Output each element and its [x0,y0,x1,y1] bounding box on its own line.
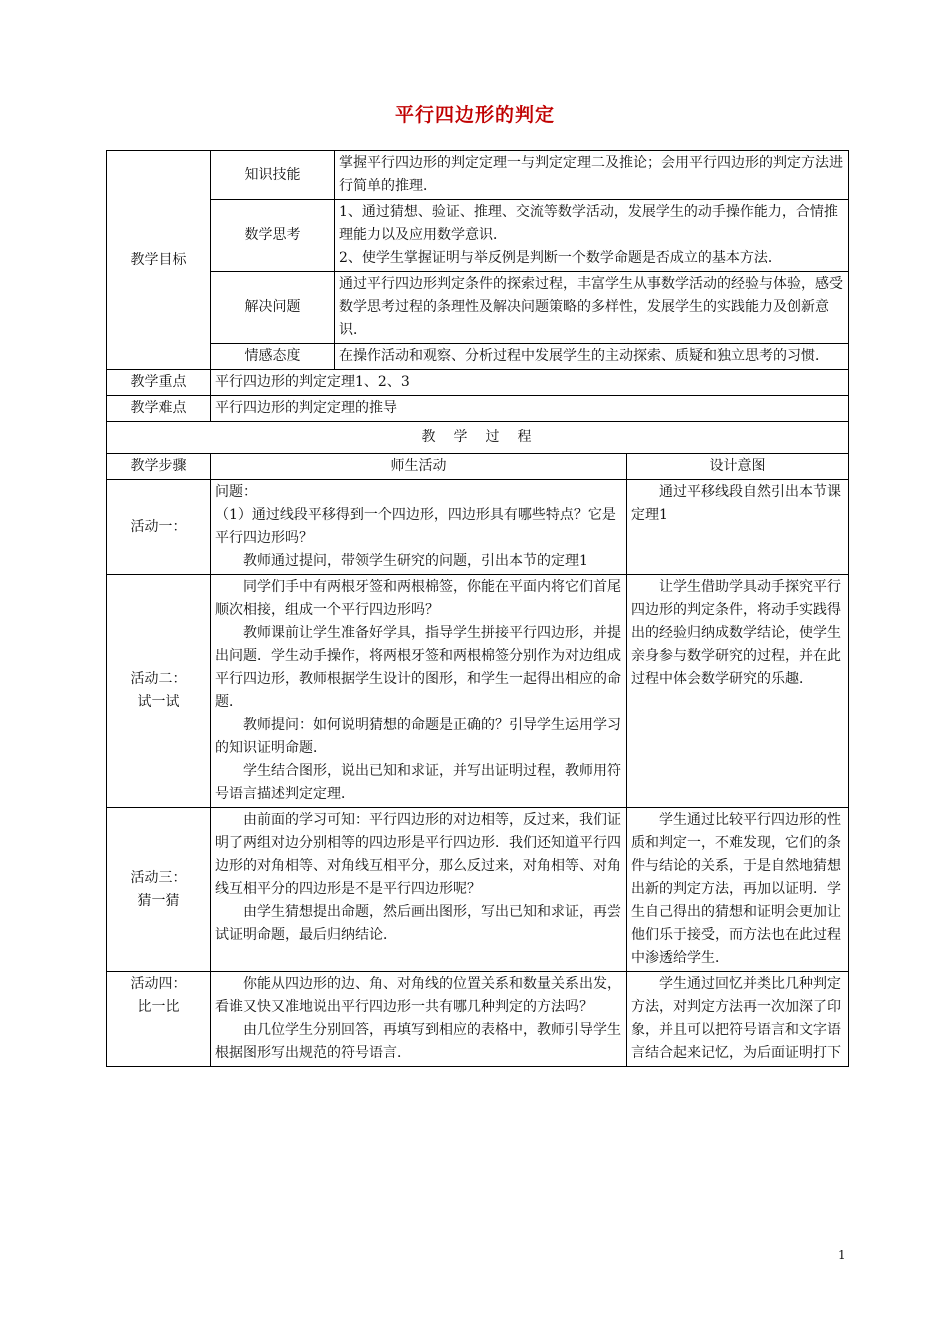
goal-text: 通过平行四边形判定条件的探索过程，丰富学生从事数学活动的经验与体验，感受数学思考过程的条理性及解决问题策略的多样性，发展学生的实践能力及创新意识． [339,276,843,338]
intent-text: 通过平移线段自然引出本节课定理1 [631,484,841,523]
goal-row [107,151,849,200]
page-number: 1 [838,1248,846,1262]
activity-row [107,480,849,575]
activity-content [211,480,627,575]
activity-content [211,575,627,808]
goal-content [335,151,849,200]
intent-text: 学生通过回忆并类比几种判定方法，对判定方法再一次加深了印象，并且可以把符号语言和文字语言结合起来记忆，为后面证明打下 [631,976,841,1061]
activity-text: 由学生猜想提出命题，然后画出图形，写出已知和求证，再尝试证明命题，最后归纳结论． [215,904,621,943]
activity-intent [627,808,849,972]
intent-text: 让学生借助学具动手探究平行四边形的判定条件，将动手实践得出的经验归纳成数学结论，使学生亲身参与数学研究的过程，并在此过程中体会数学研究的乐趣． [631,579,841,687]
goal-name: 知识技能 [211,151,335,200]
goal-name: 解决问题 [211,272,335,344]
step-text: 活动四： [130,976,187,992]
intent-text: 学生通过比较平行四边形的性质和判定一，不难发现，它们的条件与结论的关系，于是自然地猜想出新的判定方法，再加以证明．学生自己得出的猜想和证明会更加让他们乐于接受，而方法也在此过程中渗透给学生． [631,812,841,966]
header-step: 教学步骤 [107,454,211,480]
goal-text: 掌握平行四边形的判定定理一与判定定理二及推论；会用平行四边形的判定方法进行简单的推理． [339,155,843,194]
goals-label: 教学目标 [107,151,211,370]
activity-intent [627,972,849,1067]
activity-row [107,972,849,1067]
goal-content [335,272,849,344]
activity-text: 由几位学生分别回答，再填写到相应的表格中，教师引导学生根据图形写出规范的符号语言． [215,1022,621,1061]
activity-text: 教师课前让学生准备好学具，指导学生拼接平行四边形，并提出问题．学生动手操作，将两根牙签和两根棉签分别作为对边组成平行四边形，教师根据学生设计的图形，和学生一起得出相应的命题． [215,625,621,710]
goal-content [335,200,849,272]
goal-content [335,344,849,370]
activity-text: 教师提问：如何说明猜想的命题是正确的？引导学生运用学习的知识证明命题． [215,717,621,756]
goal-text: 1、通过猜想、验证、推理、交流等数学活动，发展学生的动手操作能力，合情推理能力以及应用数学意识． [339,204,838,243]
difficulty-row [107,396,849,422]
activity-text: 同学们手中有两根牙签和两根棉签，你能在平面内将它们首尾顺次相接，组成一个平行四边形吗？ [215,579,621,618]
lesson-plan-table [106,150,849,1067]
step-text: 比一比 [137,999,180,1015]
activity-content [211,972,627,1067]
difficulty-content: 平行四边形的判定定理的推导 [211,396,849,422]
document-title: 平行四边形的判定 [394,104,555,126]
activity-text: 问题： [215,484,257,500]
activity-text: 你能从四边形的边、角、对角线的位置关系和数量关系出发，看谁又快又准地说出平行四边形一共有哪几种判定的方法吗？ [215,976,621,1015]
activity-intent [627,575,849,808]
step-text: 活动二： [130,671,187,687]
activity-row [107,808,849,972]
goal-text: 2、使学生掌握证明与举反例是判断一个数学命题是否成立的基本方法． [339,250,782,266]
key-point-row [107,370,849,396]
activity-text: 学生结合图形，说出已知和求证，并写出证明过程，教师用符号语言描述判定定理． [215,763,621,802]
activity-step [107,972,211,1067]
header-activity: 师生活动 [211,454,627,480]
activity-step [107,575,211,808]
activity-text: 由前面的学习可知：平行四边形的对边相等，反过来，我们证明了两组对边分别相等的四边形是平行四边形．我们还知道平行四边形的对角相等、对角线互相平分，那么反过来，对角相等、对角线互相平分的四边形是不是平行四边形呢？ [215,812,621,897]
goal-text: 在操作活动和观察、分析过程中发展学生的主动探索、质疑和独立思考的习惯． [339,348,829,364]
goal-row [107,200,849,272]
difficulty-label: 教学难点 [107,396,211,422]
activity-content [211,808,627,972]
activity-text: 教师通过提问，带领学生研究的问题，引出本节的定理1 [243,553,588,569]
goal-name: 数学思考 [211,200,335,272]
step-text: 活动三： [130,869,187,886]
header-intent: 设计意图 [627,454,849,480]
goal-row [107,272,849,344]
step-text: 试一试 [137,694,180,710]
process-title-row [107,422,849,454]
key-point-label: 教学重点 [107,370,211,396]
process-title: 教 学 过 程 [107,422,849,454]
goal-row [107,344,849,370]
activity-row [107,575,849,808]
activity-step [107,480,211,575]
activity-intent [627,480,849,575]
step-text: 猜一猜 [137,892,180,909]
key-point-content: 平行四边形的判定定理1、2、3 [211,370,849,396]
step-text: 活动一： [130,518,187,535]
activity-text: （1）通过线段平移得到一个四边形，四边形具有哪些特点？它是平行四边形吗？ [215,507,616,546]
activity-step [107,808,211,972]
process-header-row [107,454,849,480]
goal-name: 情感态度 [211,344,335,370]
